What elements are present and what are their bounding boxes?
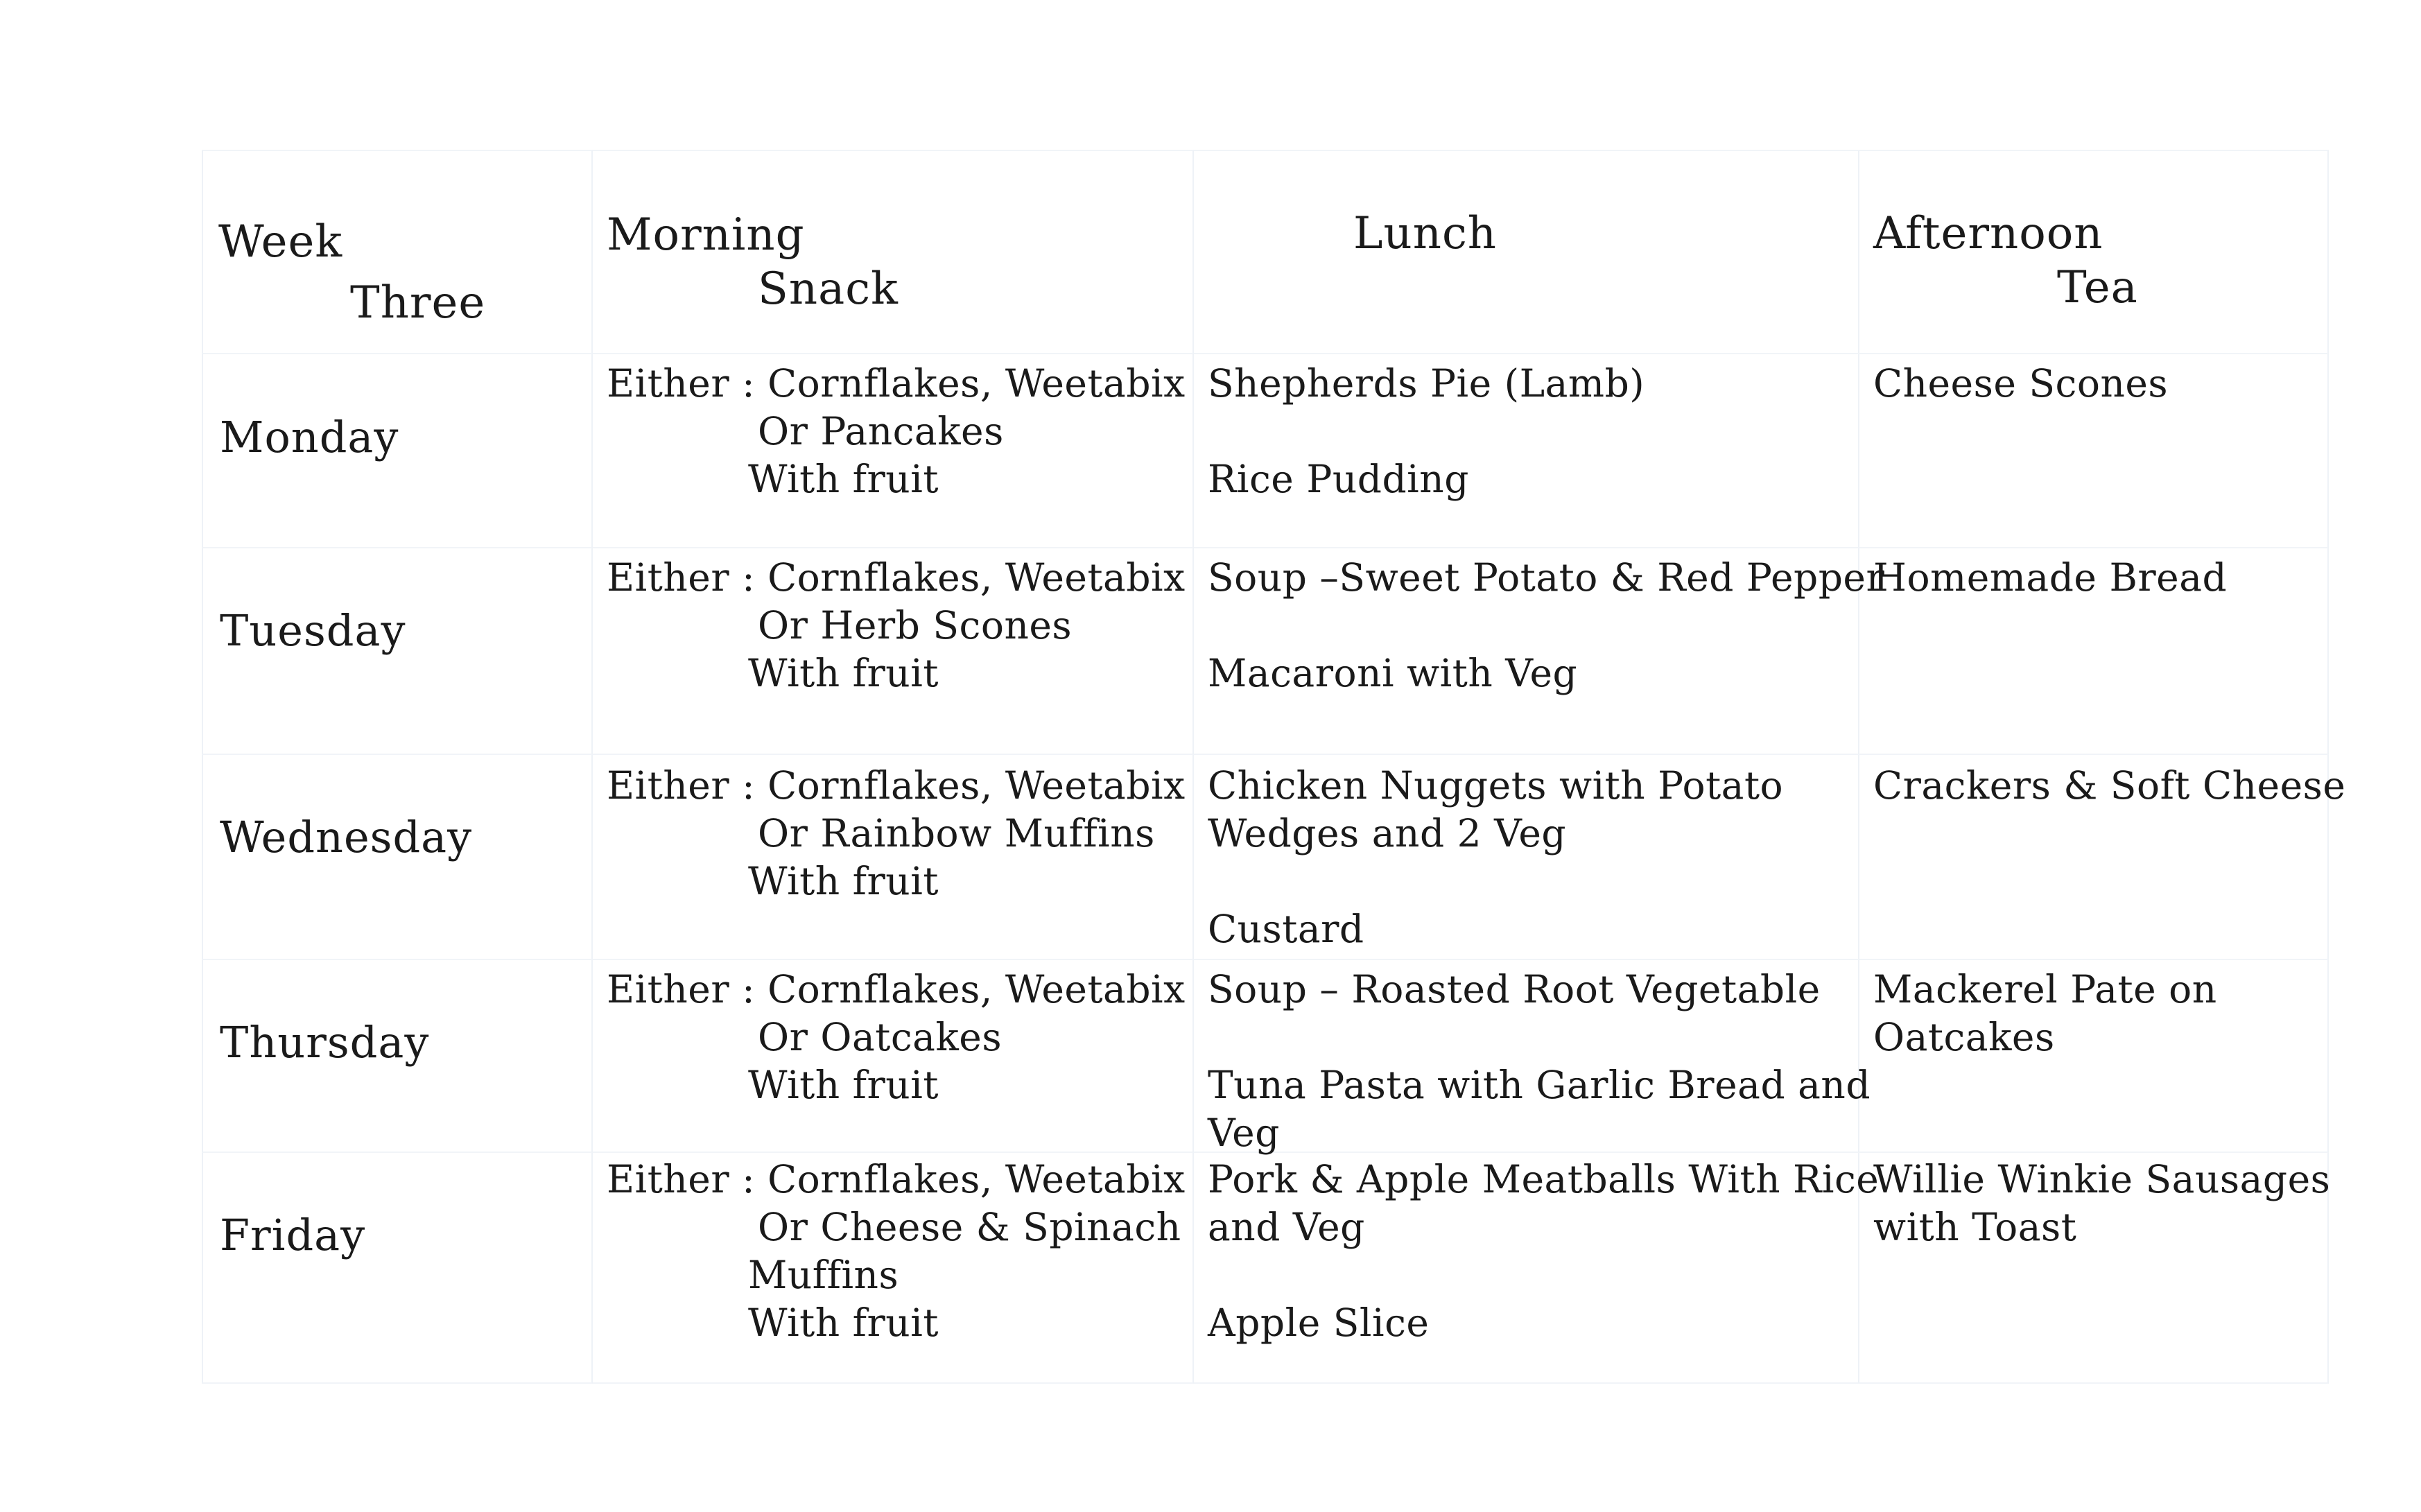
tea-line: Oatcakes: [1873, 1015, 2055, 1059]
day-cell-thursday: [202, 960, 593, 1153]
tea-entry: [1873, 554, 2227, 602]
lunch-dessert-line: Rice Pudding: [1208, 457, 1469, 501]
lunch-dessert-line: Veg: [1208, 1111, 1280, 1155]
tea-entry: [1873, 360, 2168, 408]
tea-line: Mackerel Pate on: [1873, 967, 2217, 1011]
day-cell-tuesday: [202, 548, 593, 755]
snack-line: Or Oatcakes: [758, 1015, 1003, 1059]
lunch-main-line: Wedges and 2 Veg: [1208, 811, 1567, 855]
header-lunch-cell: [1194, 150, 1859, 354]
snack-line: Or Rainbow Muffins: [758, 811, 1155, 855]
afternoon-heading-line2: Tea: [2057, 262, 2138, 313]
snack-cell-friday: [593, 1153, 1194, 1384]
tea-entry: [1873, 966, 2217, 1061]
snack-line: Either : Cornflakes, Weetabix: [607, 967, 1186, 1011]
snack-line: With fruit: [748, 651, 939, 695]
snack-line: With fruit: [748, 859, 939, 903]
snack-line: With fruit: [748, 1301, 939, 1345]
tea-cell-monday: [1859, 354, 2329, 548]
lunch-cell-friday: [1194, 1153, 1880, 1384]
snack-line: Either : Cornflakes, Weetabix: [607, 763, 1186, 808]
snack-line: Muffins: [748, 1253, 899, 1297]
tea-line: Cheese Scones: [1873, 361, 2169, 406]
snack-entry: [607, 966, 1186, 1109]
day-cell-wednesday: [202, 755, 593, 960]
snack-cell-tuesday: [593, 548, 1194, 755]
snack-entry: [607, 762, 1186, 905]
snack-line: Or Pancakes: [758, 409, 1004, 453]
tea-entry: [1873, 762, 2345, 810]
lunch-entry: [1208, 762, 1783, 953]
tea-line: Willie Winkie Sausages: [1873, 1157, 2331, 1201]
tea-line: Homemade Bread: [1873, 555, 2228, 600]
tea-entry: [1873, 1156, 2330, 1251]
week-title-line2: Three: [350, 277, 486, 329]
header-afternoon-tea-cell: [1859, 150, 2329, 354]
tea-line: Crackers & Soft Cheese: [1873, 763, 2346, 808]
lunch-entry: [1208, 360, 1645, 503]
tea-cell-thursday: [1859, 960, 2329, 1153]
afternoon-tea-heading: [1873, 207, 2138, 315]
snack-cell-monday: [593, 354, 1194, 548]
lunch-main-line: Pork & Apple Meatballs With Rice: [1208, 1157, 1880, 1201]
lunch-cell-tuesday: [1194, 548, 1885, 755]
day-cell-friday: [202, 1153, 593, 1384]
lunch-entry: [1208, 966, 1871, 1157]
lunch-entry: [1208, 554, 1884, 697]
snack-cell-thursday: [593, 960, 1194, 1153]
lunch-main-line: Soup – Roasted Root Vegetable: [1208, 967, 1821, 1011]
snack-entry: [607, 360, 1186, 503]
snack-line: With fruit: [748, 1063, 939, 1107]
snack-entry: [607, 1156, 1186, 1347]
week-title: [218, 215, 485, 330]
snack-line: With fruit: [748, 457, 939, 501]
header-morning-snack-cell: [593, 150, 1194, 354]
lunch-dessert-line: Custard: [1208, 907, 1364, 951]
tea-cell-friday: [1859, 1153, 2329, 1384]
tea-cell-tuesday: [1859, 548, 2329, 755]
lunch-dessert-line: Tuna Pasta with Garlic Bread and: [1208, 1063, 1871, 1107]
lunch-main-line: Soup –Sweet Potato & Red Pepper: [1208, 555, 1885, 600]
lunch-dessert-line: Macaroni with Veg: [1208, 651, 1578, 695]
snack-line: Or Herb Scones: [758, 603, 1073, 648]
lunch-dessert-line: Apple Slice: [1208, 1301, 1430, 1345]
tea-line: with Toast: [1873, 1205, 2077, 1249]
weekly-menu-table: [202, 150, 2346, 1384]
day-label: Monday: [220, 412, 399, 462]
week-title-line1: Week: [218, 216, 343, 268]
lunch-main-line: Shepherds Pie (Lamb): [1208, 361, 1645, 406]
morning-heading-line2: Snack: [758, 263, 899, 315]
lunch-main-line: and Veg: [1208, 1205, 1365, 1249]
lunch-heading-text: Lunch: [1353, 208, 1497, 259]
snack-line: Either : Cornflakes, Weetabix: [607, 555, 1186, 600]
lunch-cell-thursday: [1194, 960, 1871, 1155]
day-label: Friday: [220, 1210, 366, 1260]
lunch-cell-wednesday: [1194, 755, 1859, 960]
lunch-main-line: Chicken Nuggets with Potato: [1208, 763, 1784, 808]
snack-entry: [607, 554, 1186, 697]
lunch-entry: [1208, 1156, 1879, 1347]
snack-line: Either : Cornflakes, Weetabix: [607, 361, 1186, 406]
header-week-cell: [202, 150, 593, 354]
lunch-heading: [1353, 207, 1497, 261]
morning-snack-heading: [607, 208, 899, 316]
day-label: Thursday: [220, 1017, 430, 1068]
day-label: Tuesday: [220, 605, 406, 656]
snack-line: Or Cheese & Spinach: [758, 1205, 1181, 1249]
snack-line: Either : Cornflakes, Weetabix: [607, 1157, 1186, 1201]
day-cell-monday: [202, 354, 593, 548]
afternoon-heading-line1: Afternoon: [1873, 208, 2103, 259]
snack-cell-wednesday: [593, 755, 1194, 960]
tea-cell-wednesday: [1859, 755, 2346, 960]
morning-heading-line1: Morning: [607, 209, 805, 261]
lunch-cell-monday: [1194, 354, 1859, 548]
day-label: Wednesday: [220, 812, 473, 862]
